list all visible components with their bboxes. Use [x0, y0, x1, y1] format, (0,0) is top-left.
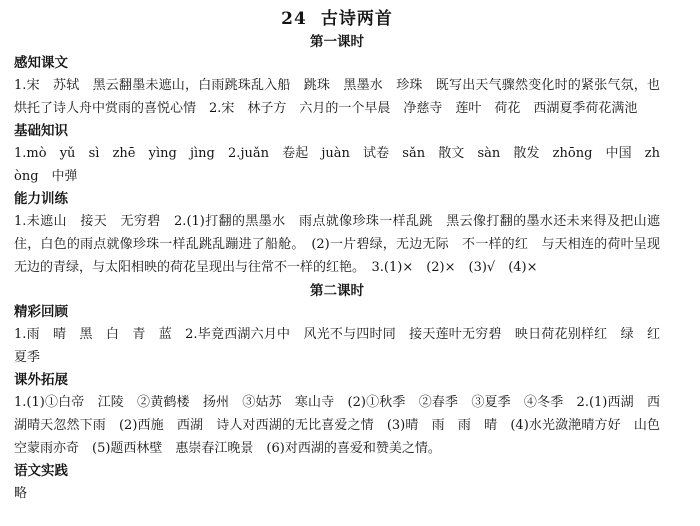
section-practice-text: 略 [14, 486, 28, 501]
lesson-2-title: 第二课时 [310, 283, 364, 299]
section-ability-heading: 能力训练 [14, 191, 68, 207]
section-review-text: 1.雨 晴 黑 白 青 蓝 2.毕竟西湖六月中 风光不与四时同 接天莲叶无穷碧 映日荷花别样红 绿 红 夏季 [14, 327, 674, 365]
section-extension-heading: 课外拓展 [14, 372, 68, 388]
section-basics-heading: 基础知识 [14, 123, 68, 139]
unit-title-text: 古诗两首 [320, 9, 393, 29]
section-perception-text: 1.宋 苏轼 黑云翻墨未遮山，白雨跳珠乱入船 跳珠 黑墨水 珍珠 既写出天气骤然变化时的紧张气氛，也烘托了诗人舟中赏雨的喜悦心情 2.宋 林子方 六月的一个早晨 净慈寺 莲叶 荷花 西湖夏季荷花满池 [14, 78, 660, 116]
section-ability-text: 1.未遮山 接天 无穷碧 2.(1)打翻的黑墨水 雨点就像珍珠一样乱跳 黑云像打翻的墨水还未来得及把山遮住，白色的雨点就像珍珠一样乱跳乱蹦进了船舱。 (2)一片碧绿，无边无际 不一样的红 与天相连的荷叶呈现无边的青绿，与太阳相映的荷花呈现出与往常不一样的红艳。 3.(1)× (2)× (3)√ (4)× [14, 214, 660, 275]
section-extension-text: 1.(1)①白帝 江陵 ②黄鹤楼 扬州 ③姑苏 寒山寺 (2)①秋季 ②春季 ③夏季 ④冬季 2.(1)西湖 西湖晴天忽然下雨 (2)西施 西湖 诗人对西湖的无比喜爱之情 (3)晴 雨 雨 晴 (4)水光潋滟晴方好 山色空蒙雨亦奇 (5)题西林壁 惠崇春江晚景 (6)对西湖的喜爱和赞美之情。 [14, 395, 660, 456]
section-basics-text: 1.mò yǔ sì zhē yìng jìng 2.juǎn 卷起 juàn 试卷 sǎn 散文 sàn 散发 zhōng 中国 zhòng 中弹 [14, 146, 660, 184]
section-practice-heading: 语文实践 [14, 463, 68, 479]
unit-title [14, 8, 660, 30]
lesson-1-title: 第一课时 [310, 34, 364, 50]
unit-number: 24 [281, 9, 307, 29]
section-review-heading: 精彩回顾 [14, 304, 68, 320]
section-perception-heading: 感知课文 [14, 55, 68, 71]
